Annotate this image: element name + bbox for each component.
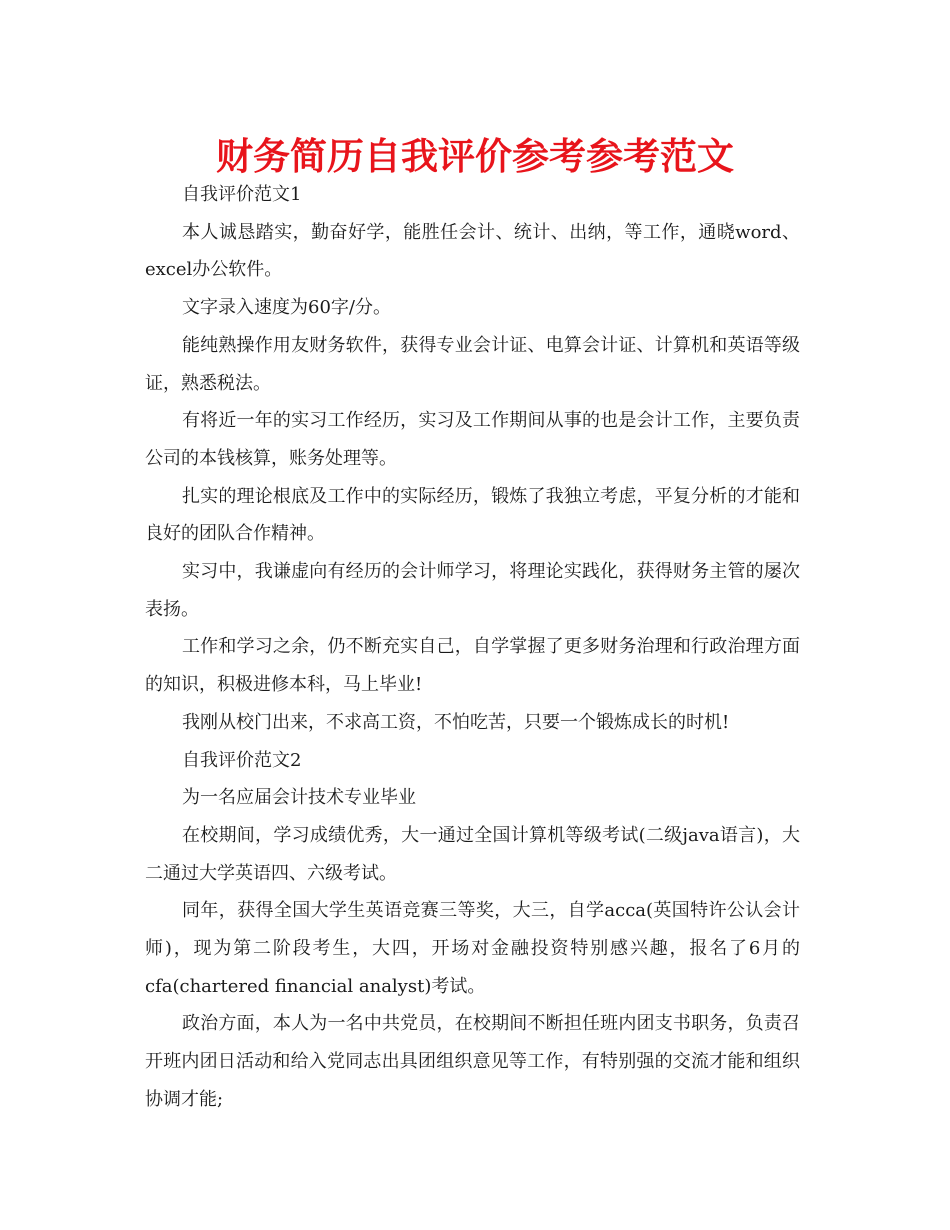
section-heading-2: 自我评价范文2 [182,749,302,771]
paragraph: 政治方面，本人为一名中共党员，在校期间不断担任班内团支书职务，负责召开班内团日活动和给入党同志出具团组织意见等工作，有特别强的交流才能和组织协调才能; [145,1013,800,1110]
paragraph: 文字录入速度为60字/分。 [182,297,391,319]
paragraph: 有将近一年的实习工作经历，实习及工作期间从事的也是会计工作，主要负责公司的本钱核算，账务处理等。 [145,410,800,469]
paragraph: 工作和学习之余，仍不断充实自己，自学掌握了更多财务治理和行政治理方面的知识，积极进修本科，马上毕业! [145,636,800,696]
paragraph: 同年，获得全国大学生英语竞赛三等奖，大三，自学acca(英国特许公认会计师)，现为第二阶段考生，大四，开场对金融投资特别感兴趣，报名了6月的cfa(chartered financial analyst)考试。 [145,900,800,997]
paragraph: 我刚从校门出来，不求高工资，不怕吃苦，只要一个锻炼成长的时机! [182,711,730,733]
paragraph: 实习中，我谦虚向有经历的会计师学习，将理论实践化，获得财务主管的屡次表扬。 [145,561,800,620]
paragraph: 扎实的理论根底及工作中的实际经历，锻炼了我独立考虑，平复分析的才能和良好的团队合作精神。 [145,485,800,545]
document-body [145,176,800,1119]
document-title: 财务简历自我评价参考参考范文 [216,135,734,178]
paragraph: 本人诚恳踏实，勤奋好学，能胜任会计、统计、出纳，等工作，通晓word、excel办公软件。 [145,221,800,281]
paragraph: 在校期间，学习成绩优秀，大一通过全国计算机等级考试(二级java语言)，大二通过大学英语四、六级考试。 [145,824,800,884]
paragraph: 能纯熟操作用友财务软件，获得专业会计证、电算会计证、计算机和英语等级证，熟悉税法。 [145,334,800,394]
paragraph: 为一名应届会计技术专业毕业 [182,787,416,809]
section-heading-1: 自我评价范文1 [182,184,302,205]
